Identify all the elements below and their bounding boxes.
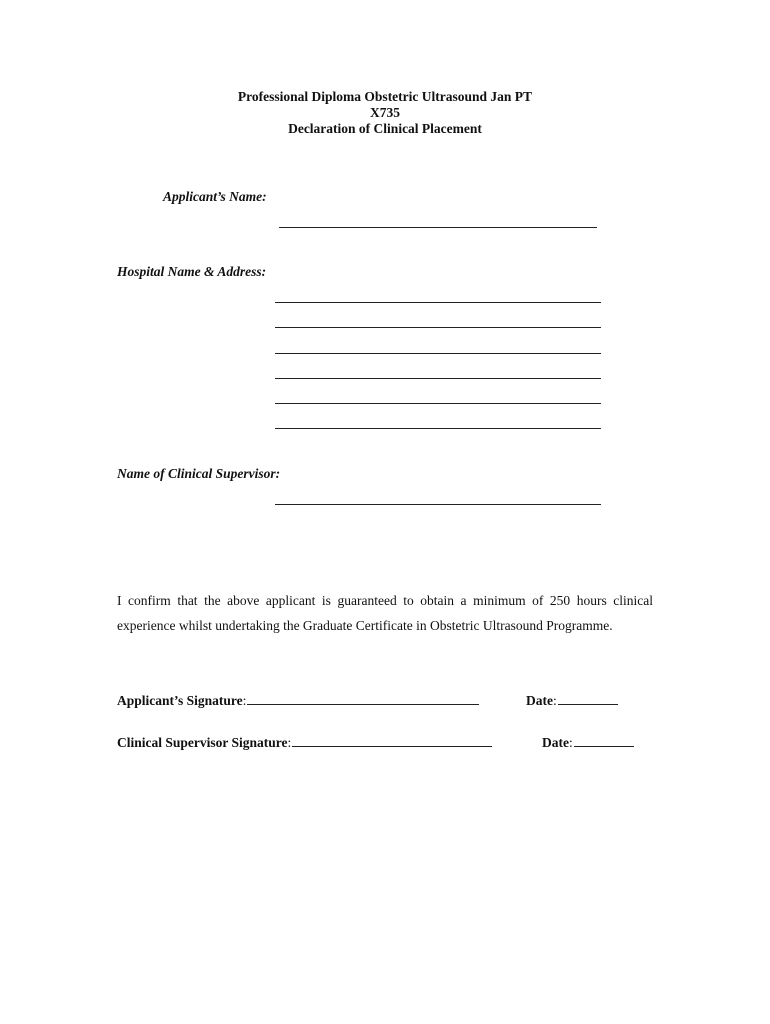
course-code: X735 <box>370 105 400 120</box>
applicant-date-field[interactable] <box>558 692 618 705</box>
applicant-name-label: Applicant’s Name: <box>163 189 267 204</box>
applicant-date-row <box>526 692 618 709</box>
supervisor-signature-label: Clinical Supervisor Signature <box>117 735 288 750</box>
hospital-address-line-1[interactable] <box>275 302 601 303</box>
hospital-address-line-3[interactable] <box>275 353 601 354</box>
applicant-name-field[interactable] <box>279 227 597 228</box>
supervisor-signature-row <box>117 734 492 751</box>
applicant-date-colon: : <box>553 693 557 708</box>
applicant-signature-colon: : <box>242 693 247 708</box>
clinical-supervisor-field[interactable] <box>275 504 601 505</box>
hospital-address-line-4[interactable] <box>275 378 601 379</box>
hospital-address-line-5[interactable] <box>275 403 601 404</box>
form-title: Professional Diploma Obstetric Ultrasound Jan PT <box>237 89 533 104</box>
clinical-supervisor-label: Name of Clinical Supervisor: <box>117 466 281 481</box>
hospital-address-line-6[interactable] <box>275 428 601 429</box>
supervisor-date-colon: : <box>569 735 573 750</box>
supervisor-date-label: Date <box>542 735 569 750</box>
applicant-signature-label: Applicant’s Signature <box>117 693 243 708</box>
applicant-date-label: Date <box>526 693 553 708</box>
supervisor-signature-field[interactable] <box>292 734 492 747</box>
supervisor-signature-colon: : <box>287 735 292 750</box>
supervisor-date-field[interactable] <box>574 734 634 747</box>
hospital-name-address-label: Hospital Name & Address: <box>117 264 267 279</box>
hospital-address-line-2[interactable] <box>275 327 601 328</box>
confirmation-statement: I confirm that the above applicant is guaranteed to obtain a minimum of 250 hours clinical experience whilst undertaking the Graduate Certificate in Obstetric Ultrasound Programme. <box>117 593 653 633</box>
applicant-signature-field[interactable] <box>247 692 479 705</box>
supervisor-date-row <box>542 734 634 751</box>
applicant-signature-row <box>117 692 479 709</box>
form-subtitle: Declaration of Clinical Placement <box>288 121 482 136</box>
